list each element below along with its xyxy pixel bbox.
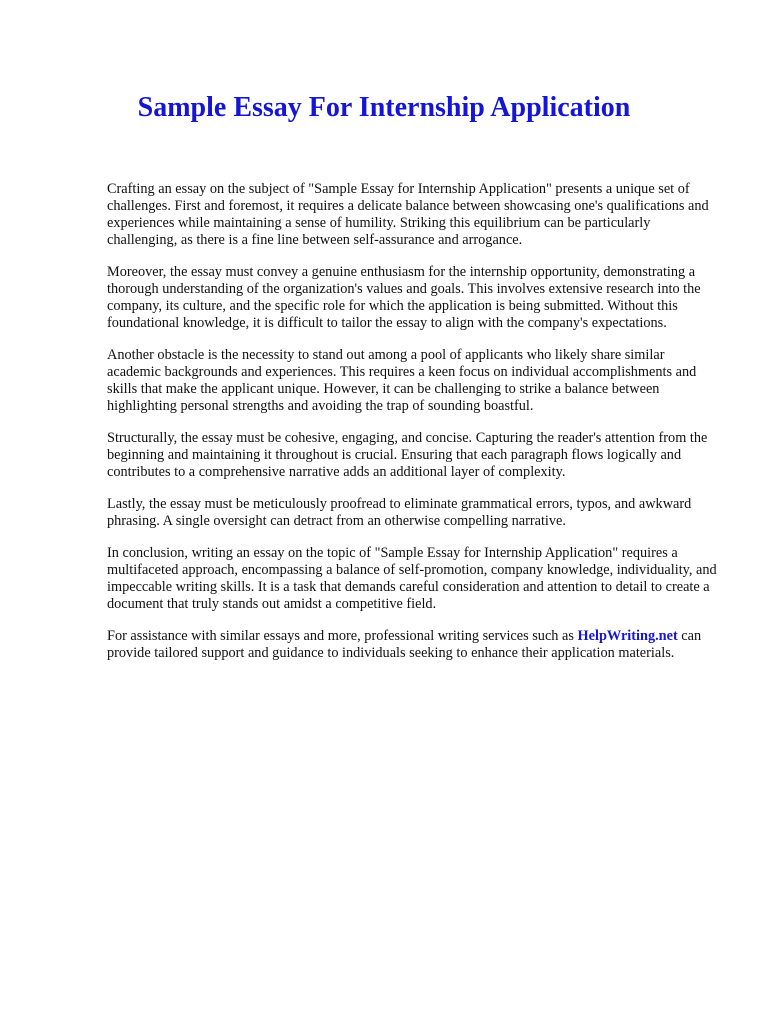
helpwriting-link[interactable]: HelpWriting.net — [577, 628, 678, 644]
paragraph-structure: Structurally, the essay must be cohesive, engaging, and concise. Capturing the reader's attention from the beginning and maintaining it throughout is crucial. Ensuring that each paragraph flows logically and contributes to a comprehensive narrative adds an additional layer of complexity. — [107, 430, 708, 480]
essay-body — [107, 181, 719, 677]
paragraph-assistance — [107, 628, 719, 662]
paragraph-stand-out: Another obstacle is the necessity to stand out among a pool of applicants who likely share similar academic backgrounds and experiences. This requires a keen focus on individual accomplishments and skills that make the applicant unique. However, it can be challenging to strike a balance between highlighting personal strengths and avoiding the trap of sounding boastful. — [107, 347, 697, 414]
paragraph-intro: Crafting an essay on the subject of "Sample Essay for Internship Application" presents a unique set of challenges. First and foremost, it requires a delicate balance between showcasing one's qualifications and experiences while maintaining a sense of humility. Striking this equilibrium can be particularly challenging, as there is a fine line between self-assurance and arrogance. — [107, 181, 709, 248]
assistance-text-before: For assistance with similar essays and more, professional writing services such as — [107, 628, 578, 644]
assistance-text-after: can provide tailored support and guidance to individuals seeking to enhance their application materials. — [107, 628, 702, 661]
paragraph-conclusion: In conclusion, writing an essay on the topic of "Sample Essay for Internship Application" requires a multifaceted approach, encompassing a balance of self-promotion, company knowledge, individuality, and impeccable writing skills. It is a task that demands careful consideration and attention to detail to create a document that truly stands out amidst a competitive field. — [107, 545, 717, 612]
paragraph-proofreading: Lastly, the essay must be meticulously proofread to eliminate grammatical errors, typos, and awkward phrasing. A single oversight can detract from an otherwise compelling narrative. — [107, 496, 692, 529]
page-title: Sample Essay For Internship Application — [137, 92, 631, 123]
paragraph-enthusiasm: Moreover, the essay must convey a genuine enthusiasm for the internship opportunity, demonstrating a thorough understanding of the organization's values and goals. This involves extensive research into the company, its culture, and the specific role for which the application is being submitted. Without this foundational knowledge, it is difficult to tailor the essay to align with the company's expectations. — [107, 264, 701, 331]
